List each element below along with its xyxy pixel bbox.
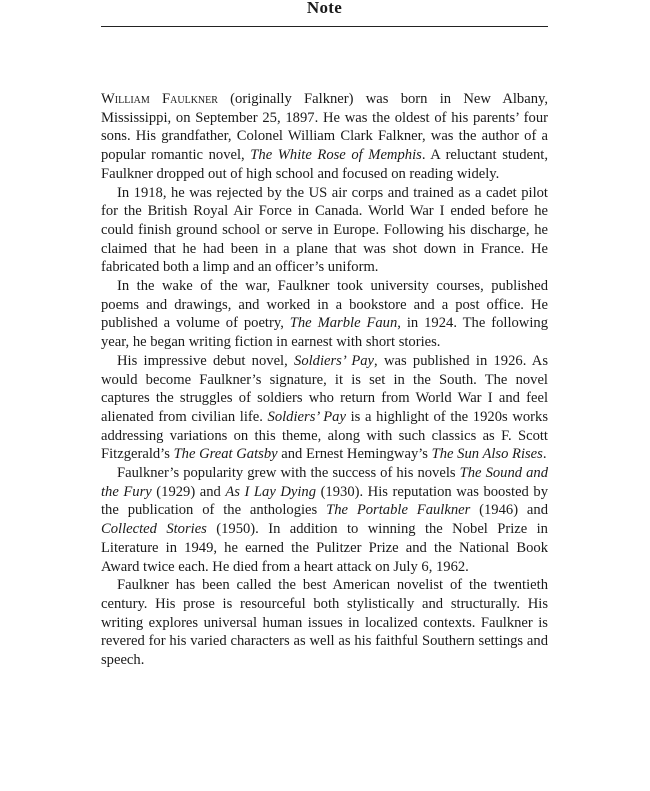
book-title: Collected Stories [101,521,207,538]
paragraph-popularity [101,464,548,576]
text-run: In the wake of the war, Faulkner took university courses, published poems and drawings, and worked in a bookstore and a post office. He published a volume of poetry, [101,278,548,332]
text-run: In 1918, he was rejected by the US air corps and trained as a cadet pilot for the British Royal Air Force in Canada. World War I ended before he could finish ground school or serve in Europe. Following his discharge, he claimed that he had been in a plane that was shot down in France. He fabricated both a limp and an officer’s uniform. [101,184,548,276]
book-title: The Great Gatsby [173,446,278,463]
text-run: , was published in 1926. As would become Faulkner’s signature, it is set in the South. The novel captures the struggles of soldiers who return from World War I and feel alienated from civilian life. [101,352,549,425]
text-run: Faulkner’s popularity grew with the success of his novels [117,465,460,482]
book-title: The Sound and the Fury [101,465,548,500]
text-run: . A reluctant student, Faulkner dropped out of high school and focused on reading widely. [101,147,549,182]
book-title: The Sun Also Rises [431,446,543,463]
text-run: , in 1924. The following year, he began writing fiction in earnest with short stories. [101,315,548,351]
text-run: (originally Falkner) was born in New Albany, Mississippi, on September 25, 1897. He was the oldest of his parents’ four sons. His grandfather, Colonel William Clark Falkner, was the author of a popular romantic novel, [101,91,548,164]
text-run: (1929) and [151,483,226,500]
page-title: Note [306,0,343,17]
text-run: (1930). His reputation was boosted by the publication of the anthologies [101,483,548,519]
book-title: As I Lay Dying [225,483,317,500]
paragraph-legacy [101,576,548,670]
text-run: is a highlight of the 1920s works addressing variations on this theme, along with such classics as F. Scott Fitzgerald’s [101,408,549,463]
book-title: Soldiers’ Pay [294,352,375,369]
book-title: The Marble Faun [289,315,398,332]
text-run: His impressive debut novel, [117,352,295,369]
book-title: The White Rose of Memphis [250,147,422,164]
book-title: The Portable Faulkner [326,502,471,519]
paragraph-military [101,184,548,278]
author-name-smallcaps: William Faulkner [101,91,218,107]
book-title: Soldiers’ Pay [267,408,346,425]
paragraph-early-career [101,277,548,352]
text-run: . [542,446,547,463]
paragraph-biography-intro [101,90,548,184]
paragraph-debut-novel [101,352,548,464]
text-run: and Ernest Hemingway’s [277,446,432,463]
text-run: Faulkner has been called the best American novelist of the twentieth century. His prose is resourceful both stylistically and structurally. His writing explores universal human issues in localized contexts. Faulkner is revered for his varied characters as well as his faithful Southern settings and speech. [101,577,548,669]
text-run: (1950). In addition to winning the Nobel Prize in Literature in 1949, he earned the Pulitzer Prize and the National Book Award twice each. He died from a heart attack on July 6, 1962. [101,521,548,575]
page-header [101,0,548,27]
body-text [101,90,548,670]
text-run: (1946) and [470,502,548,519]
